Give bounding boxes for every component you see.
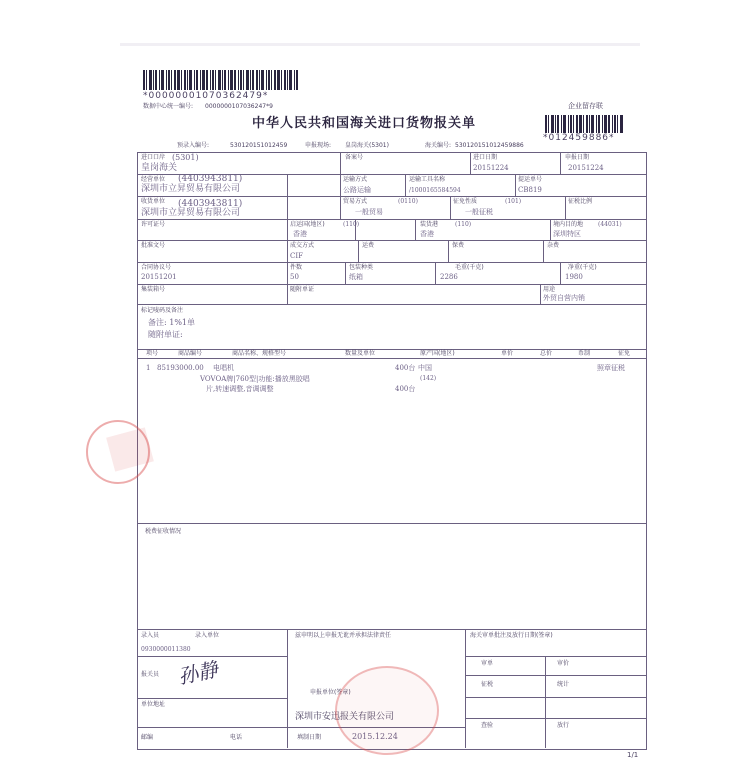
barcode-left	[143, 70, 343, 90]
entry-unit-label: 录入单位	[195, 632, 220, 639]
release: 放行	[557, 722, 570, 729]
goods-country-code: (142)	[420, 375, 437, 382]
net-label: 净重(千克)	[568, 264, 597, 271]
receiver-name: 深圳市立昇贸易有限公司	[141, 208, 241, 218]
pieces-value: 50	[290, 273, 299, 281]
conveyance-value: /1000165584594	[409, 187, 461, 194]
misc-label: 杂费	[547, 242, 560, 249]
approval-label: 批准文号	[141, 242, 166, 249]
col-total: 总价	[540, 350, 553, 357]
tax-nature-label: 征免性质	[453, 198, 478, 205]
col-hs-code: 商品编号	[178, 350, 203, 357]
customs-label: 申报现场:	[305, 142, 332, 149]
marks-label: 标记唛码及备注	[141, 307, 184, 314]
pre-entry-label: 预录入编号:	[177, 142, 210, 149]
declare-unit-label: 申报单位(签章)	[310, 689, 351, 696]
page-number: 1/1	[627, 751, 639, 759]
customs-value: 皇岗海关(5301)	[345, 142, 389, 149]
deal-mode-label: 成交方式	[290, 242, 315, 249]
price-review: 审价	[557, 660, 570, 667]
license-label: 许可证号	[141, 221, 166, 228]
trade-mode-value: 一般贸易	[355, 208, 383, 216]
consignee-name: 深圳市立昇贸易有限公司	[141, 184, 241, 194]
goods-exemption: 照章征税	[597, 364, 625, 372]
signature: 孙静	[175, 657, 221, 689]
declare-unit-value: 深圳市安迅报关有限公司	[295, 712, 395, 722]
tax-nature-value: 一般征税	[465, 208, 493, 216]
remarks-value: 备注: 1%1单	[148, 318, 196, 327]
goods-qty-1: 400台	[395, 364, 416, 372]
insurance-label: 保费	[452, 242, 465, 249]
deal-mode-value: CIF	[290, 252, 303, 260]
trade-mode-code: (0110)	[398, 198, 418, 205]
freight-label: 运费	[362, 242, 375, 249]
goods-item-no: 1	[146, 364, 151, 372]
entry-person-label: 录入员	[141, 632, 160, 639]
tax-ratio-label: 征税比例	[568, 198, 593, 205]
center-serial-value: 0000000107036247*9	[205, 103, 273, 110]
center-serial-label: 数据中心统一编号:	[143, 103, 194, 110]
customs-no-label: 海关编号:	[425, 142, 452, 149]
pre-entry-value: 530120151012459	[230, 142, 288, 149]
import-date-value: 20151224	[473, 164, 509, 172]
col-unit-price: 单价	[501, 350, 514, 357]
tax-nature-code: (101)	[505, 198, 522, 205]
tax-section-label: 税费征收情况	[145, 528, 182, 535]
conveyance-label: 运输工具名称	[409, 176, 446, 183]
col-item-no: 项号	[146, 350, 159, 357]
review-label: 海关审单批注及放行日期(签章)	[470, 632, 553, 639]
goods-qty-2: 400台	[395, 385, 416, 393]
port-of-loading-label: 装货港	[420, 221, 439, 228]
port-of-loading-code: (110)	[455, 221, 472, 228]
transport-value: 公路运输	[343, 186, 371, 194]
import-port-name: 皇岗海关	[141, 163, 178, 173]
tax-collect: 征税	[481, 681, 494, 688]
col-qty: 数量及单位	[345, 350, 376, 357]
broker-label: 报关员	[141, 671, 160, 678]
usage-label: 用途	[543, 286, 556, 293]
fill-date-label: 填制日期	[297, 734, 322, 741]
packing-label: 包装种类	[349, 264, 374, 271]
check: 查验	[481, 722, 494, 729]
goods-spec-line1: VOVOA牌|760型|功能:播放黑胶唱	[200, 375, 310, 383]
origin-country-value: 香港	[293, 230, 307, 238]
destination-label: 境内目的地	[553, 221, 584, 228]
destination-value: 深圳特区	[553, 230, 581, 238]
scan-noise	[120, 43, 640, 46]
pieces-label: 件数	[290, 264, 303, 271]
usage-value: 外贸自营内销	[543, 294, 585, 302]
review: 审单	[481, 660, 494, 667]
unit-address-label: 单位地址	[141, 701, 166, 708]
goods-country: 中国	[418, 364, 432, 372]
transport-label: 运输方式	[343, 176, 368, 183]
packing-value: 纸箱	[349, 273, 363, 281]
goods-name: 电唱机	[213, 364, 234, 372]
port-of-loading-value: 香港	[420, 230, 434, 238]
trade-mode-label: 贸易方式	[343, 198, 368, 205]
goods-hs-code: 85193000.00	[157, 364, 204, 372]
remarks-value-2: 随附单证:	[148, 330, 183, 339]
col-name-spec: 商品名称、规格型号	[232, 350, 287, 357]
bill-no-label: 提运单号	[518, 176, 543, 183]
origin-country-label: 启运国(地区)	[290, 221, 325, 228]
bill-no-value: CB819	[518, 186, 542, 194]
consignee-label: 经营单位	[141, 176, 166, 183]
contract-value: 20151201	[141, 273, 177, 281]
declare-date-label: 申报日期	[565, 154, 590, 161]
barcode-right-text: *012459886*	[543, 133, 615, 143]
receiver-label: 收货单位	[141, 198, 166, 205]
fill-date-value: 2015.12.24	[352, 732, 398, 741]
contract-label: 合同协议号	[141, 264, 172, 271]
declare-date-value: 20151224	[568, 164, 604, 172]
stats: 统计	[557, 681, 570, 688]
net-value: 1980	[565, 273, 583, 281]
entry-person-value: 0930000011380	[141, 646, 191, 653]
gross-value: 2286	[440, 273, 458, 281]
import-port-label: 进口口岸	[141, 154, 166, 161]
gross-label: 毛重(千克)	[455, 264, 484, 271]
origin-country-code: (110)	[343, 221, 360, 228]
customs-no-value: 530120151012459886	[455, 142, 524, 149]
page-title: 中华人民共和国海关进口货物报关单	[252, 116, 477, 131]
record-no-label: 备案号	[345, 154, 364, 161]
company-seal	[335, 666, 439, 755]
goods-spec-line2: 片,转速调整,音调调整	[206, 385, 274, 393]
consignee-code: (4403943811)	[178, 174, 243, 184]
declaration-text: 兹申明以上申报无讹并承担法律责任	[295, 632, 392, 639]
col-exemption: 征免	[618, 350, 631, 357]
container-label: 集装箱号	[141, 286, 166, 293]
destination-code: (44031)	[598, 221, 622, 228]
receiver-code-visible: (4403943811)	[178, 199, 243, 209]
barcode-left-text: *00000001070362479*	[143, 91, 269, 101]
postcode-label: 邮编	[141, 734, 154, 741]
col-currency: 币制	[578, 350, 591, 357]
docs-label: 随附单证	[290, 286, 315, 293]
copy-label: 企业留存联	[568, 102, 603, 110]
import-date-label: 进口日期	[473, 154, 498, 161]
col-origin: 原产国(地区)	[420, 350, 455, 357]
import-port-code: (5301)	[172, 153, 199, 162]
barcode-right	[545, 115, 655, 133]
phone-label: 电话	[230, 734, 243, 741]
